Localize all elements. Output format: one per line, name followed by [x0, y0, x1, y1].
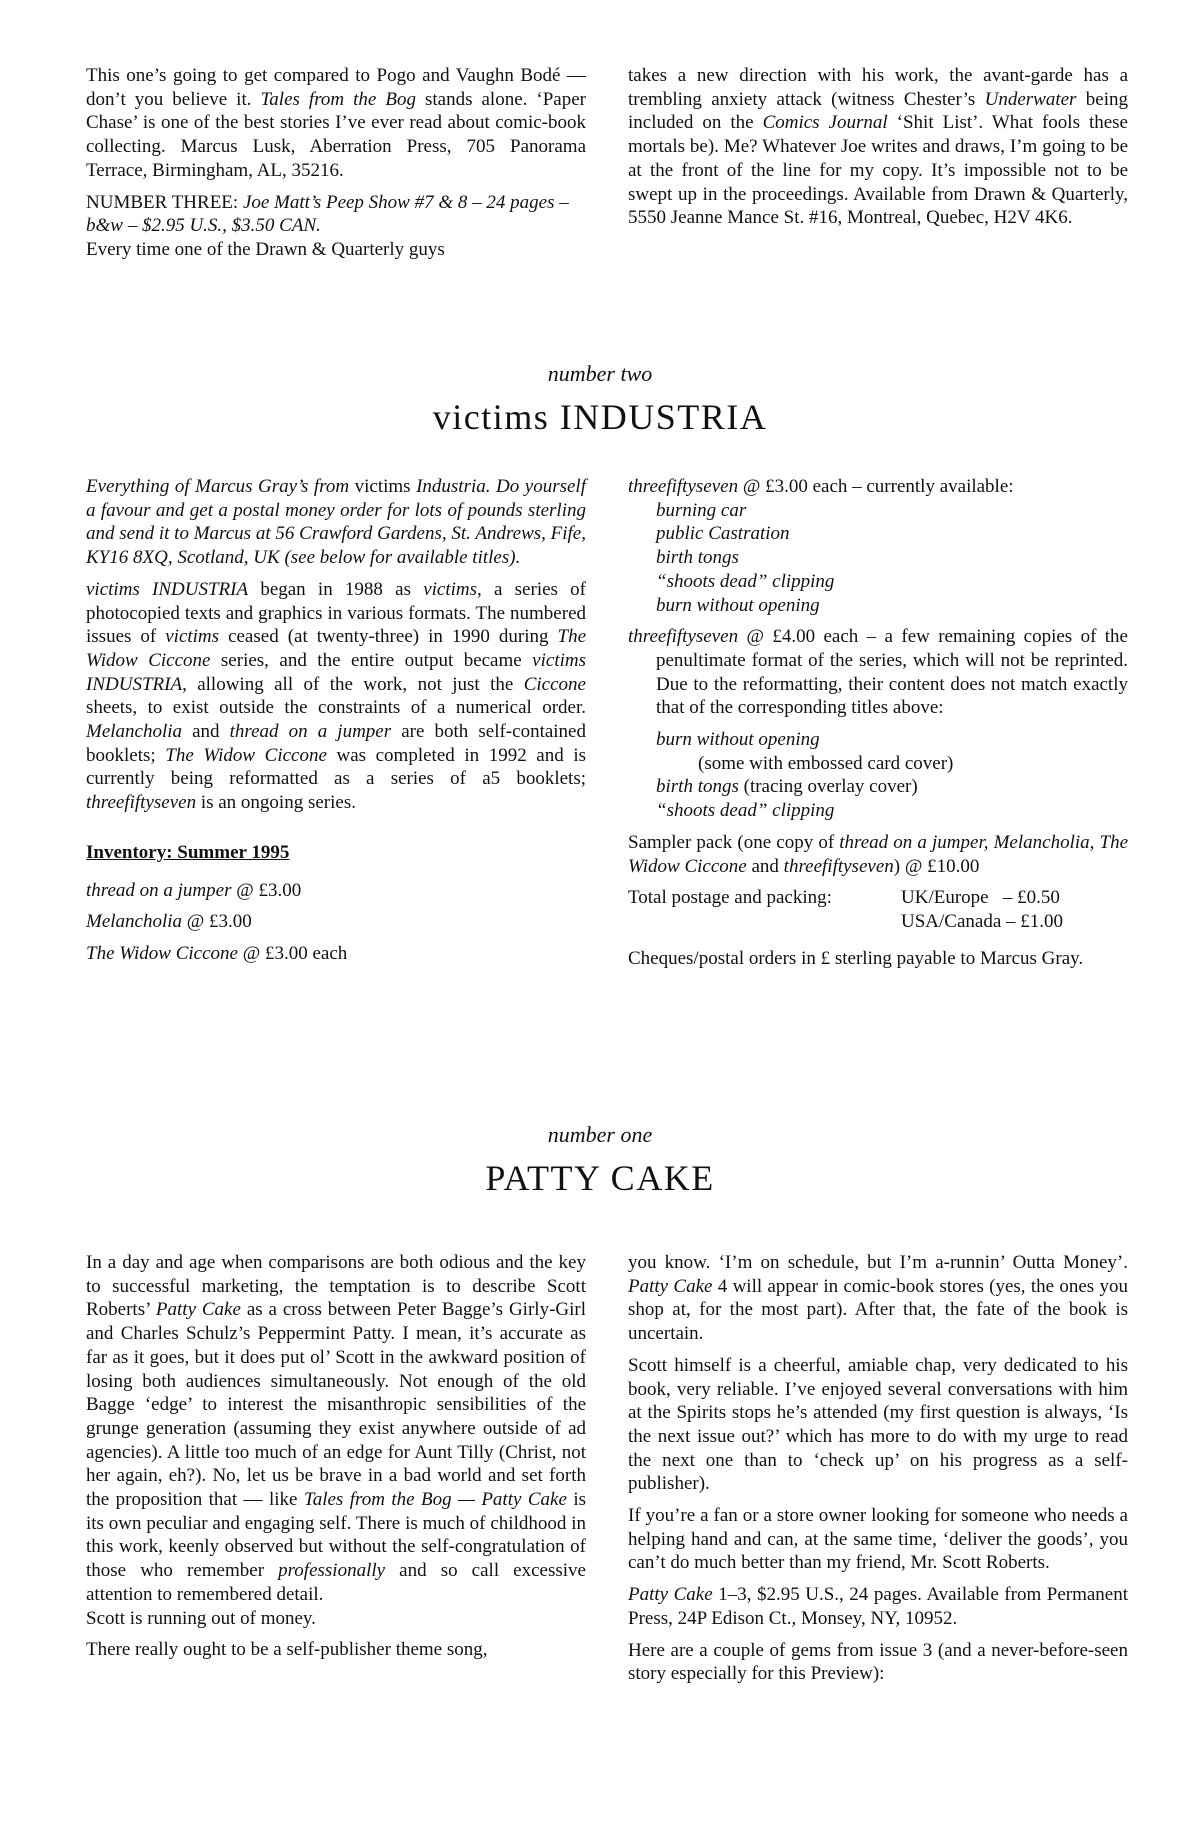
- postage-row: [628, 886, 1128, 910]
- title-run: Underwater: [984, 88, 1077, 110]
- availability-paragraph: [628, 1583, 1128, 1630]
- title-run: Ciccone: [523, 673, 586, 695]
- title-run: thread on a jumper, Melancholia, The Widow Ciccone: [628, 831, 1128, 877]
- number-three-entry: [86, 191, 586, 238]
- remaining-title: [628, 775, 1128, 799]
- item-price: @ £3.00: [182, 911, 252, 933]
- cheques-note: Cheques/postal orders in £ sterling payable to Marcus Gray.: [628, 947, 1084, 969]
- postage-row: [628, 910, 1128, 934]
- scott-paragraph: Scott himself is a cheerful, amiable chap, very dedicated to his book, very reliable. I’ve enjoyed several conversations with him at the Spirits stops he’s attended (my first question is always, ‘Is the next issue out?’ which has more to do with my urge to read the next one than to ‘check up’ on his progress as a self-publisher).: [628, 1354, 1128, 1495]
- top-left-column: [86, 64, 586, 262]
- remaining-title: [628, 728, 1128, 752]
- text-run: This one’s going to get compared to Pogo and Vaughn Bodé — don’t you believe it.: [86, 65, 586, 110]
- title-run: Patty Cake: [628, 1584, 713, 1606]
- text-run: takes a new direction with his work, the avant-garde has a trembling anxiety attack (witness Chester’s: [628, 65, 1128, 110]
- text-run: Sampler pack (one copy of: [628, 831, 840, 853]
- inventory-item: [86, 942, 586, 966]
- inventory-item: [86, 879, 586, 903]
- bog-review-paragraph: [86, 64, 586, 183]
- title-run: Tales from the Bog: [260, 88, 416, 110]
- price-list-3: [628, 475, 1128, 499]
- title-run: threefiftyseven: [783, 855, 894, 877]
- available-title: [628, 594, 1128, 618]
- peep-show-review-paragraph: [628, 64, 1128, 230]
- text-run: is its own peculiar and engaging self. There is much of childhood in this work, keenly observed but without the self-congratulation of those who remember: [86, 1489, 586, 1582]
- section-two-kicker: number two: [547, 361, 653, 386]
- title-run: burning car: [656, 499, 747, 521]
- text-run: , a series of photocopied texts and graphics in various formats. The numbered issues of: [86, 578, 586, 648]
- section-one-kicker: number one: [547, 1122, 653, 1147]
- patty-cake-review-paragraph: [86, 1251, 586, 1607]
- section-one-left-column: [86, 1251, 586, 1662]
- title-run: victims: [165, 626, 220, 648]
- text-run: you know. ‘I’m on schedule, but I’m a-runnin’ Outta Money’.: [628, 1252, 1128, 1273]
- text-run: @ £4.00 each – a few remaining copies of the penultimate format of the series, which will not be reprinted. Due to the reformatting, their content does not match exactly that of the corresponding titles above:: [656, 626, 1128, 719]
- title-run: The Widow Ciccone: [165, 744, 327, 766]
- section-one-heading: PATTY CAKE: [485, 1158, 715, 1198]
- section-one-right-column: [628, 1251, 1128, 1686]
- title-run: threefiftyseven: [86, 792, 197, 814]
- title-run: burn without opening: [656, 729, 820, 751]
- remaining-title: [628, 799, 1128, 823]
- title-run: victims INDUSTRIA: [86, 649, 586, 695]
- title-run: Comics Journal: [762, 112, 888, 134]
- title-run: victims: [423, 578, 478, 600]
- text-run: as a cross between Peter Bagge’s Girly-Girl and Charles Schulz’s Peppermint Patty. I mean, it’s accurate as far as it goes, but it does put ol’ Scott in the awkward position of losing both audiences simultaneously. Not enough of the old Bagge ‘edge’ to interest the misanthropic sensibilities of the grunge generation (assuming they exist anywhere outside of ad agencies). A little too much of an edge for Aunt Tilly (Christ, not her again, eh?). No, let us be brave in a bad world and set forth the proposition that — like: [86, 1299, 586, 1511]
- store-owner-paragraph: If you’re a fan or a store owner looking for someone who needs a helping hand and can, at the same time, ‘deliver the goods’, you can’t do much better than my friend, Mr. Scott Roberts.: [628, 1505, 1128, 1574]
- title-run: burn without opening: [656, 594, 820, 616]
- postage-spacer: [628, 910, 901, 934]
- title-run: Patty Cake: [155, 1299, 241, 1321]
- section-two-left-column: [86, 475, 586, 966]
- postage-uk: UK/Europe – £0.50: [901, 887, 1060, 909]
- inventory-heading: Inventory: Summer 1995: [86, 841, 290, 863]
- history-paragraph: [86, 578, 586, 815]
- text-run: , allowing all of the work, not just the: [182, 673, 524, 695]
- text-run: @ £3.00 each – currently available:: [738, 476, 1014, 497]
- price-list-4: [628, 625, 1128, 720]
- available-title: [628, 499, 1128, 523]
- text-run: was completed in 1992 and is currently being reformatted as a series of a5 booklets;: [86, 744, 586, 790]
- item-price: @ £3.00 each: [237, 942, 348, 964]
- text-run: and: [746, 855, 784, 877]
- item-title: The Widow Ciccone: [86, 942, 238, 964]
- entry-title: Joe Matt’s Peep Show #7 & 8 – 24 pages – b&w – $2.95 U.S., $3.50 CAN.: [86, 191, 569, 237]
- emphasis-run: professionally: [278, 1560, 386, 1582]
- title-run: victims INDUSTRIA: [86, 578, 249, 600]
- title-run: birth tongs: [656, 547, 739, 569]
- text-run: being included on the: [628, 88, 1128, 134]
- available-title: [628, 522, 1128, 546]
- text-run: victims: [354, 476, 411, 497]
- section-two-right-column: [628, 475, 1128, 970]
- title-run: “shoots dead” clipping: [656, 570, 835, 592]
- inventory-item: [86, 910, 586, 934]
- title-run: Melancholia: [86, 721, 183, 743]
- postage-label: Total postage and packing:: [628, 887, 832, 909]
- title-run: Patty Cake: [628, 1275, 713, 1297]
- text-run: series, and the entire output became: [210, 649, 533, 671]
- text-run: (tracing overlay cover): [738, 776, 918, 798]
- title-run: Tales from the Bog — Patty Cake: [303, 1489, 567, 1511]
- section-two-heading: victims INDUSTRIA: [432, 397, 768, 437]
- available-title: [628, 546, 1128, 570]
- title-run: public Castration: [656, 523, 790, 545]
- entry-label: NUMBER THREE:: [86, 191, 243, 213]
- available-title: [628, 570, 1128, 594]
- text-run: stands alone. ‘Paper Chase’ is one of the best stories I’ve ever read about comic-book collecting. Marcus Lusk, Aberration Press, 705 Panorama Terrace, Birmingham, AL, 35216.: [86, 88, 586, 181]
- text-run: Industria. Do yourself a favour and get a postal money order for lots of pounds sterling and send it to Marcus at 56 Crawford Gardens, St. Andrews, Fife, KY16 8XQ, Scotland, UK (see below for available titles).: [86, 476, 586, 569]
- title-run: birth tongs: [656, 776, 739, 798]
- item-title: threefiftyseven: [628, 476, 739, 497]
- text-run: In a day and age when comparisons are both odious and the key to successful marketing, the temptation is to describe Scott Roberts’: [86, 1252, 586, 1321]
- title-run: thread on a jumper: [229, 721, 392, 743]
- text-run: 1–3, $2.95 U.S., 24 pages. Available from Permanent Press, 24P Edison Ct., Monsey, NY, 10952.: [628, 1584, 1128, 1629]
- text-run: began in 1988 as: [248, 578, 424, 600]
- text-run: ceased (at twenty-three) in 1990 during: [219, 626, 558, 648]
- item-title: Melancholia: [86, 911, 183, 933]
- intro-paragraph: [86, 475, 586, 570]
- item-title: thread on a jumper: [86, 879, 232, 901]
- drawn-quarterly-intro: Every time one of the Drawn & Quarterly guys: [86, 238, 445, 260]
- text-run: Everything of Marcus Gray’s from: [86, 476, 355, 497]
- title-run: The Widow Ciccone: [86, 626, 586, 671]
- text-run: and: [182, 721, 230, 743]
- top-right-column: [628, 64, 1128, 230]
- title-run: “shoots dead” clipping: [656, 800, 835, 822]
- text-run: 4 will appear in comic-book stores (yes, the ones you shop at, for the most part). After that, the fate of the book is uncertain.: [628, 1275, 1129, 1345]
- item-price: @ £3.00: [231, 879, 302, 901]
- text-run: sheets, to exist outside the constraints of a numerical order.: [86, 697, 586, 719]
- text-run: and so call excessive attention to remembered detail.: [86, 1560, 586, 1605]
- text-run: are both self-contained booklets;: [86, 721, 586, 766]
- text-run: is an ongoing series.: [196, 792, 356, 814]
- text-run: ) @ £10.00: [893, 855, 980, 877]
- postage-usa: USA/Canada – £1.00: [901, 910, 1064, 932]
- schedule-paragraph: [628, 1251, 1128, 1346]
- theme-song-line: There really ought to be a self-publisher theme song,: [86, 1639, 488, 1661]
- money-line: Scott is running out of money.: [86, 1607, 316, 1629]
- sampler-pack: [628, 831, 1128, 878]
- gems-paragraph: Here are a couple of gems from issue 3 (and a never-before-seen story especially for this Preview):: [628, 1639, 1128, 1685]
- item-title: threefiftyseven: [628, 626, 739, 648]
- remaining-title-note: (some with embossed card cover): [698, 752, 954, 774]
- text-run: ‘Shit List’. What fools these mortals be). Me? Whatever Joe writes and draws, I’m going to be at the front of the line for my copy. It’s impossible not to be swept up in the proceedings. Available from Drawn & Quarterly, 5550 Jeanne Mance St. #16, Montreal, Quebec, H2V 4K6.: [628, 112, 1128, 229]
